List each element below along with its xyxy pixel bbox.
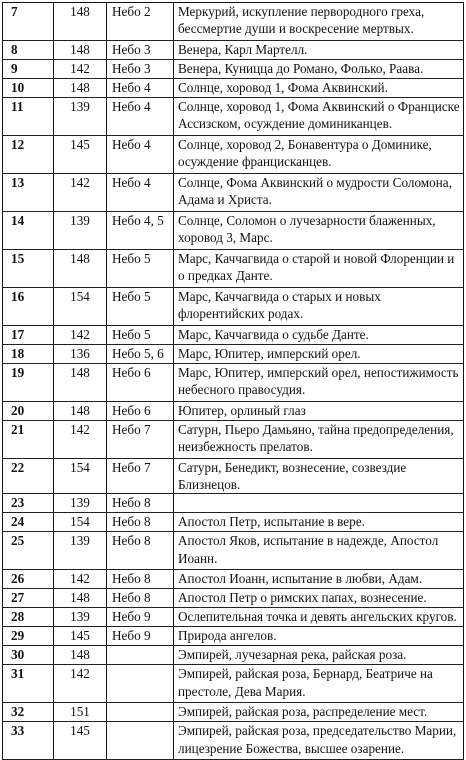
heaven-name bbox=[107, 722, 174, 760]
canto-number: 27 bbox=[3, 589, 54, 608]
canto-description: Сатурн, Пьеро Дамьяно, тайна предопределения, неизбежность прелатов. bbox=[174, 421, 464, 459]
line-count: 148 bbox=[54, 3, 107, 41]
line-count: 139 bbox=[54, 98, 107, 136]
heaven-name bbox=[107, 665, 174, 703]
canto-description: Юпитер, орлиный глаз bbox=[174, 402, 464, 421]
line-count: 142 bbox=[54, 665, 107, 703]
canto-number: 19 bbox=[3, 364, 54, 402]
canto-description: Природа ангелов. bbox=[174, 627, 464, 646]
line-count: 148 bbox=[54, 41, 107, 60]
canto-description: Солнце, Фома Аквинский о мудрости Соломона, Адама и Христа. bbox=[174, 174, 464, 212]
line-count: 148 bbox=[54, 250, 107, 288]
canto-number: 25 bbox=[3, 532, 54, 570]
canto-number: 14 bbox=[3, 212, 54, 250]
canto-number: 8 bbox=[3, 41, 54, 60]
canto-number: 31 bbox=[3, 665, 54, 703]
canto-number: 26 bbox=[3, 570, 54, 589]
table-row bbox=[3, 250, 464, 288]
canto-description: Эмпирей, райская роза, Бернард, Беатриче на престоле, Дева Мария. bbox=[174, 665, 464, 703]
line-count: 139 bbox=[54, 212, 107, 250]
table-row bbox=[3, 627, 464, 646]
table-row bbox=[3, 41, 464, 60]
line-count: 154 bbox=[54, 288, 107, 326]
table-row bbox=[3, 703, 464, 722]
canto-description: Марс, Юпитер, имперский орел. bbox=[174, 345, 464, 364]
heaven-name: Небо 8 bbox=[107, 513, 174, 532]
line-count: 142 bbox=[54, 174, 107, 212]
line-count: 145 bbox=[54, 136, 107, 174]
canto-number: 21 bbox=[3, 421, 54, 459]
heaven-name: Небо 5, 6 bbox=[107, 345, 174, 364]
line-count: 139 bbox=[54, 608, 107, 627]
heaven-name: Небо 8 bbox=[107, 570, 174, 589]
table-row bbox=[3, 345, 464, 364]
heaven-name: Небо 7 bbox=[107, 421, 174, 459]
table-row bbox=[3, 665, 464, 703]
canto-description: Солнце, хоровод 2, Бонавентура о Доминике, осуждение францисканцев. bbox=[174, 136, 464, 174]
table-row bbox=[3, 136, 464, 174]
heaven-name bbox=[107, 646, 174, 665]
heaven-name: Небо 8 bbox=[107, 494, 174, 513]
line-count: 145 bbox=[54, 627, 107, 646]
table-row bbox=[3, 570, 464, 589]
line-count: 148 bbox=[54, 402, 107, 421]
line-count: 136 bbox=[54, 345, 107, 364]
canto-description: Эмпирей, лучезарная река, райская роза. bbox=[174, 646, 464, 665]
canto-number: 15 bbox=[3, 250, 54, 288]
line-count: 145 bbox=[54, 722, 107, 760]
canto-number: 12 bbox=[3, 136, 54, 174]
line-count: 139 bbox=[54, 494, 107, 513]
canto-description: Сатурн, Бенедикт, вознесение, созвездие Близнецов. bbox=[174, 459, 464, 494]
canto-description: Венера, Карл Мартелл. bbox=[174, 41, 464, 60]
table-row bbox=[3, 513, 464, 532]
heaven-name: Небо 8 bbox=[107, 532, 174, 570]
table-row bbox=[3, 326, 464, 345]
canto-number: 13 bbox=[3, 174, 54, 212]
heaven-name: Небо 4 bbox=[107, 136, 174, 174]
canto-number: 20 bbox=[3, 402, 54, 421]
canto-description: Солнце, Соломон о лучезарности блаженных, хоровод 3, Марс. bbox=[174, 212, 464, 250]
canto-number: 7 bbox=[3, 3, 54, 41]
table-row bbox=[3, 459, 464, 494]
heaven-name: Небо 5 bbox=[107, 250, 174, 288]
canto-description: Марс, Каччагвида о судьбе Данте. bbox=[174, 326, 464, 345]
line-count: 148 bbox=[54, 364, 107, 402]
line-count: 142 bbox=[54, 326, 107, 345]
line-count: 154 bbox=[54, 513, 107, 532]
canto-number: 11 bbox=[3, 98, 54, 136]
canto-description: Эмпирей, райская роза, распределение мест. bbox=[174, 703, 464, 722]
table-row bbox=[3, 608, 464, 627]
canto-number: 9 bbox=[3, 60, 54, 79]
heaven-name: Небо 3 bbox=[107, 60, 174, 79]
table-row bbox=[3, 79, 464, 98]
canto-description: Апостол Петр, испытание в вере. bbox=[174, 513, 464, 532]
heaven-name: Небо 2 bbox=[107, 3, 174, 41]
heaven-name: Небо 5 bbox=[107, 288, 174, 326]
table-row bbox=[3, 288, 464, 326]
line-count: 151 bbox=[54, 703, 107, 722]
table-row bbox=[3, 421, 464, 459]
canto-description: Меркурий, искупление первородного греха, бессмертие души и воскресение мертвых. bbox=[174, 3, 464, 41]
line-count: 148 bbox=[54, 79, 107, 98]
canto-number: 32 bbox=[3, 703, 54, 722]
table-row bbox=[3, 174, 464, 212]
canto-number: 17 bbox=[3, 326, 54, 345]
canto-description: Марс, Юпитер, имперский орел, непостижимость небесного правосудия. bbox=[174, 364, 464, 402]
heaven-name bbox=[107, 703, 174, 722]
line-count: 148 bbox=[54, 589, 107, 608]
canto-description: Солнце, хоровод 1, Фома Аквинский о Франциске Ассизском, осуждение доминиканцев. bbox=[174, 98, 464, 136]
canto-description: Апостол Иоанн, испытание в любви, Адам. bbox=[174, 570, 464, 589]
canto-description: Эмпирей, райская роза, председательство Марии, лицезрение Божества, высшее озарение. bbox=[174, 722, 464, 760]
canto-description: Апостол Яков, испытание в надежде, Апостол Иоанн. bbox=[174, 532, 464, 570]
canto-number: 16 bbox=[3, 288, 54, 326]
canto-number: 18 bbox=[3, 345, 54, 364]
line-count: 148 bbox=[54, 646, 107, 665]
table-row bbox=[3, 60, 464, 79]
heaven-name: Небо 6 bbox=[107, 402, 174, 421]
canto-number: 28 bbox=[3, 608, 54, 627]
canto-description: Апостол Петр о римских папах, вознесение. bbox=[174, 589, 464, 608]
heaven-name: Небо 3 bbox=[107, 41, 174, 60]
heaven-name: Небо 9 bbox=[107, 608, 174, 627]
heaven-name: Небо 7 bbox=[107, 459, 174, 494]
canto-number: 30 bbox=[3, 646, 54, 665]
table-body bbox=[3, 3, 464, 760]
line-count: 139 bbox=[54, 532, 107, 570]
canto-number: 33 bbox=[3, 722, 54, 760]
line-count: 142 bbox=[54, 60, 107, 79]
canto-description bbox=[174, 494, 464, 513]
canto-number: 24 bbox=[3, 513, 54, 532]
canto-number: 10 bbox=[3, 79, 54, 98]
line-count: 142 bbox=[54, 421, 107, 459]
heaven-name: Небо 9 bbox=[107, 627, 174, 646]
canto-number: 23 bbox=[3, 494, 54, 513]
heaven-name: Небо 4 bbox=[107, 98, 174, 136]
table-row bbox=[3, 98, 464, 136]
heaven-name: Небо 4 bbox=[107, 174, 174, 212]
paradise-cantos-table bbox=[2, 2, 464, 760]
heaven-name: Небо 4, 5 bbox=[107, 212, 174, 250]
canto-number: 29 bbox=[3, 627, 54, 646]
table-row bbox=[3, 364, 464, 402]
table-row bbox=[3, 212, 464, 250]
table-row bbox=[3, 646, 464, 665]
heaven-name: Небо 5 bbox=[107, 326, 174, 345]
canto-description: Ослепительная точка и девять ангельских кругов. bbox=[174, 608, 464, 627]
line-count: 154 bbox=[54, 459, 107, 494]
table-row bbox=[3, 3, 464, 41]
table-row bbox=[3, 402, 464, 421]
canto-description: Венера, Куницца до Романо, Фолько, Раава. bbox=[174, 60, 464, 79]
canto-description: Солнце, хоровод 1, Фома Аквинский. bbox=[174, 79, 464, 98]
line-count: 142 bbox=[54, 570, 107, 589]
table-row bbox=[3, 722, 464, 760]
canto-description: Марс, Каччагвида о старых и новых флорентийских родах. bbox=[174, 288, 464, 326]
table-row bbox=[3, 532, 464, 570]
table-row bbox=[3, 494, 464, 513]
canto-number: 22 bbox=[3, 459, 54, 494]
table-row bbox=[3, 589, 464, 608]
canto-description: Марс, Каччагвида о старой и новой Флоренции и о предках Данте. bbox=[174, 250, 464, 288]
heaven-name: Небо 4 bbox=[107, 79, 174, 98]
heaven-name: Небо 6 bbox=[107, 364, 174, 402]
heaven-name: Небо 8 bbox=[107, 589, 174, 608]
